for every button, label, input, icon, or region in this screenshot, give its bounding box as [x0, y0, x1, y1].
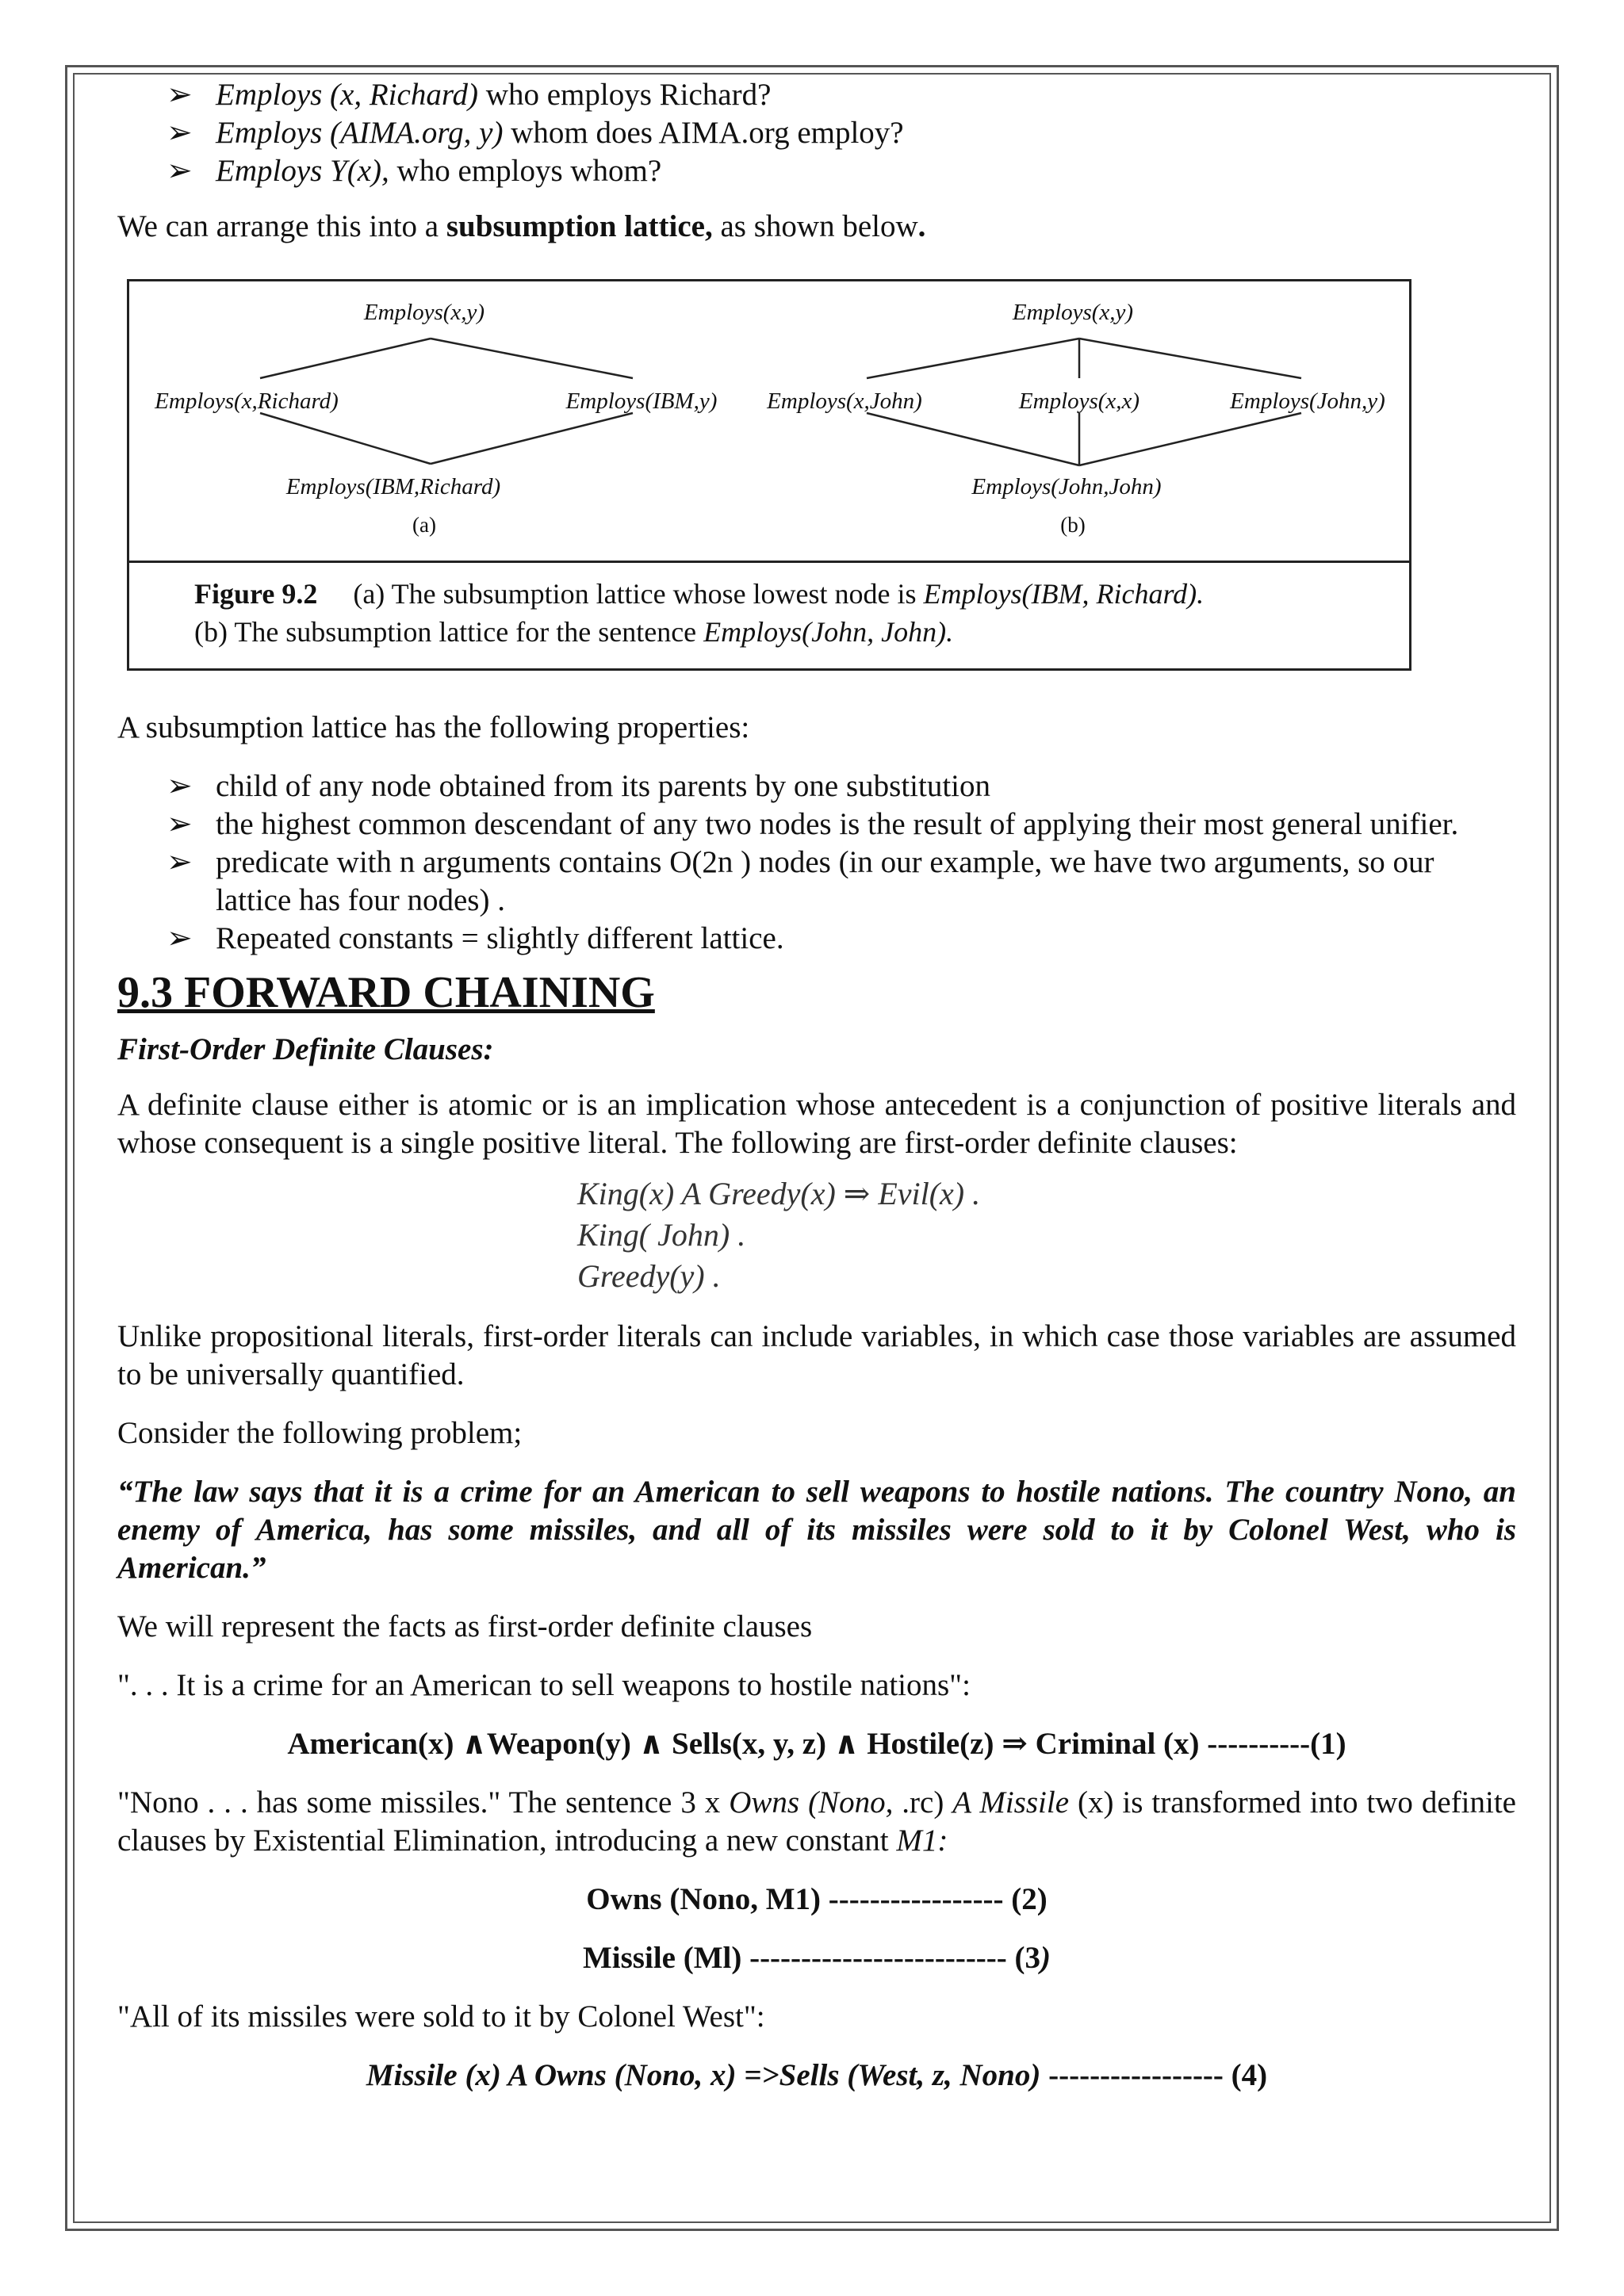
edge	[260, 339, 431, 378]
lattice-diagram	[129, 281, 1409, 563]
rule-4: Missile (x) A Owns (Nono, x) =>Sells (West, z, Nono) ----------------- (4)	[366, 2058, 1268, 2092]
properties-list	[117, 767, 1516, 958]
bullet-italic: Employs Y(x),	[216, 154, 389, 188]
bullet-text: whom does AIMA.org employ?	[503, 116, 904, 150]
node-b-bottom: Employs(John,John)	[971, 474, 1162, 499]
properties-intro: A subsumption lattice has the following properties:	[117, 710, 750, 744]
sold-quote: "All of its missiles were sold to it by Colonel West":	[117, 1999, 765, 2034]
edge	[1079, 413, 1301, 465]
top-bullet-list	[117, 76, 1516, 190]
formula-line: King( John) .	[577, 1217, 746, 1253]
edge	[1079, 339, 1301, 378]
bullet-item	[167, 76, 1516, 114]
bullet-item	[167, 152, 1516, 190]
label-b: (b)	[1060, 513, 1086, 537]
problem-quote: “The law says that it is a crime for an American to sell weapons to hostile nations. The country Nono, an enemy of America, has some missiles, and all of its missiles were sold to it by Colonel West, who is American.”	[117, 1475, 1516, 1585]
bullet-item	[167, 114, 1516, 152]
rule-1: American(x) ∧Weapon(y) ∧ Sells(x, y, z) ∧ Hostile(z) ⇒ Criminal (x) ----------(1)	[287, 1727, 1346, 1761]
figure-9-2	[127, 279, 1411, 671]
arrow-bullet-icon: ➢	[167, 845, 193, 879]
consider-line: Consider the following problem;	[117, 1416, 523, 1450]
section-title: 9.3 FORWARD CHAINING	[117, 968, 655, 1017]
bullet-italic: Employs (x, Richard)	[216, 78, 479, 112]
lattice-svg	[129, 281, 1409, 561]
subsection-title: First-Order Definite Clauses:	[117, 1032, 494, 1066]
node-b-middle: Employs(x,x)	[1018, 388, 1140, 414]
node-b-right: Employs(John,y)	[1230, 388, 1385, 414]
property-item: ➢ the highest common descendant of any two nodes is the result of applying their most general unifier.	[167, 806, 1516, 844]
property-item: ➢ child of any node obtained from its parents by one substitution	[167, 767, 1516, 806]
arrow-bullet-icon: ➢	[167, 78, 193, 112]
rule-3: Missile (Ml) ------------------------- (3)	[582, 1941, 1051, 1975]
formula-block	[117, 1173, 1516, 1297]
edge	[867, 413, 1079, 465]
lattice-intro: We can arrange this into a subsumption lattice, as shown below.	[117, 209, 926, 243]
property-item: ➢ predicate with n arguments contains O(2n ) nodes (in our example, we have two arguments, so our lattice has four nodes) .	[167, 845, 1434, 917]
node-a-left: Employs(x,Richard)	[155, 388, 339, 414]
arrow-bullet-icon: ➢	[167, 769, 193, 803]
arrow-bullet-icon: ➢	[167, 807, 193, 841]
figure-caption: Figure 9.2 (a) The subsumption lattice whose lowest node is Employs(IBM, Richard). (b) The subsumption lattice for the sentence Employs(John, John).	[194, 578, 1205, 648]
unlike-paragraph: Unlike propositional literals, first-order literals can include variables, in which case those variables are assumed to be universally quantified.	[117, 1319, 1516, 1391]
edge	[867, 339, 1079, 378]
node-a-top: Employs(x,y)	[363, 300, 485, 325]
crime-quote: ". . . It is a crime for an American to sell weapons to hostile nations":	[117, 1668, 971, 1702]
node-a-bottom: Employs(IBM,Richard)	[285, 474, 501, 499]
property-item: ➢ Repeated constants = slightly different lattice.	[167, 920, 1516, 958]
rule-2: Owns (Nono, M1) ----------------- (2)	[586, 1882, 1048, 1916]
edge	[431, 339, 633, 378]
arrow-bullet-icon: ➢	[167, 154, 193, 188]
label-a: (a)	[412, 513, 436, 537]
bullet-italic: Employs (AIMA.org, y)	[216, 116, 504, 150]
node-b-top: Employs(x,y)	[1012, 300, 1134, 325]
node-b-left: Employs(x,John)	[767, 388, 922, 414]
definite-clause-paragraph: A definite clause either is atomic or is an implication whose antecedent is a conjunction of positive literals and whose consequent is a single positive literal. The following are first-order definite clauses:	[117, 1088, 1516, 1160]
represent-line: We will represent the facts as first-order definite clauses	[117, 1609, 813, 1644]
formula-line: Greedy(y) .	[577, 1258, 721, 1294]
edge	[431, 413, 633, 464]
nono-paragraph: "Nono . . . has some missiles." The sentence 3 x Owns (Nono, .rc) A Missile (x) is transformed into two definite clauses by Existential Elimination, introducing a new constant M1:	[117, 1785, 1516, 1858]
page-content	[117, 73, 1516, 2095]
bullet-text: who employs Richard?	[478, 78, 772, 112]
bullet-text: who employs whom?	[389, 154, 662, 188]
edge	[260, 413, 431, 464]
formula-line: King(x) A Greedy(x) ⇒ Evil(x) .	[577, 1176, 981, 1211]
arrow-bullet-icon: ➢	[167, 116, 193, 150]
arrow-bullet-icon: ➢	[167, 921, 193, 955]
node-a-right: Employs(IBM,y)	[565, 388, 718, 414]
